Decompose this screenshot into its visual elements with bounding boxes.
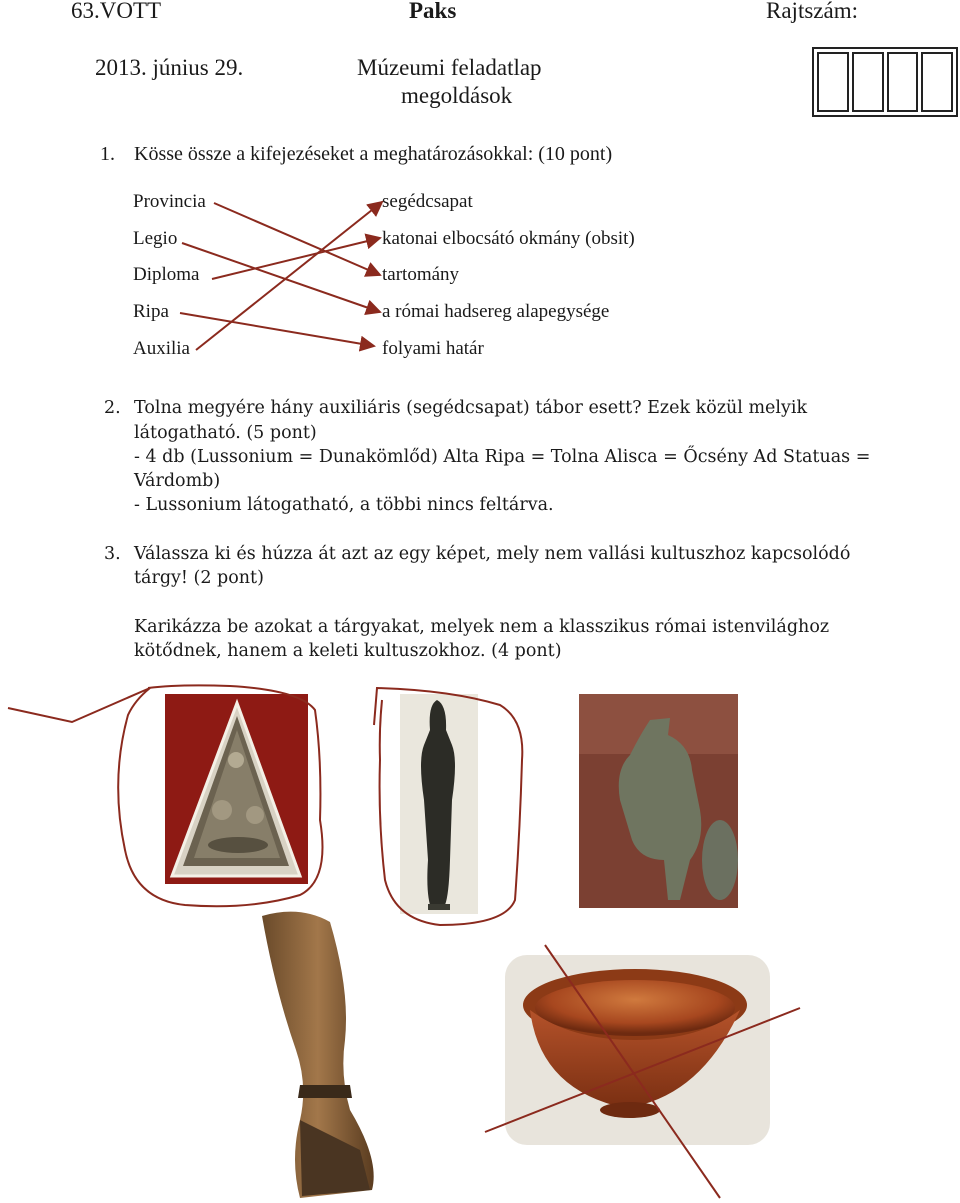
- term-ripa: Ripa: [133, 301, 169, 322]
- arrow-legio-alapegyseg: [182, 243, 380, 312]
- term-diploma: Diploma: [133, 264, 200, 285]
- page-title: Múzeumi feladatlap: [357, 55, 542, 80]
- task3-number: 3.: [104, 544, 121, 564]
- matching-arrows: [180, 202, 382, 350]
- term-legio: Legio: [133, 228, 178, 249]
- task3-sub-line2: kötődnek, hanem a keleti kultuszokhoz. (4 pont): [134, 641, 562, 661]
- task1-question: Kösse össze a kifejezéseket a meghatározásokkal: (10 pont): [134, 143, 613, 165]
- task2-answer-line2: Várdomb): [134, 471, 221, 491]
- start-number-label: Rajtszám:: [766, 0, 858, 23]
- task2-question-line2: látogatható. (5 pont): [134, 423, 317, 443]
- arrow-provincia-tartomany: [214, 203, 380, 275]
- bronze-statuette-image[interactable]: [579, 694, 738, 908]
- page-subtitle: megoldások: [401, 83, 513, 108]
- arrow-diploma-obsit: [212, 238, 380, 279]
- task3-sub-line1: Karikázza be azokat a tárgyakat, melyek nem a klasszikus római istenvilághoz: [134, 617, 830, 637]
- def-segedcsapat: segédcsapat: [382, 191, 473, 212]
- task2-answer-line1: - 4 db (Lussonium = Dunakömlőd) Alta Ripa = Tolna Alisca = Őcsény Ad Statuas =: [134, 447, 871, 467]
- def-legio: a római hadsereg alapegysége: [382, 301, 610, 322]
- task2-answer-line3: - Lussonium látogatható, a többi nincs feltárva.: [134, 495, 554, 515]
- def-diploma: katonai elbocsátó okmány (obsit): [382, 228, 635, 249]
- bronze-osiris-figurine-image[interactable]: [400, 694, 478, 914]
- term-auxilia: Auxilia: [133, 338, 190, 359]
- task1-number: 1.: [100, 143, 115, 165]
- terra-sigillata-bowl-image[interactable]: [505, 955, 770, 1145]
- contest-id: 63.VOTT: [71, 0, 162, 23]
- bronze-leg-image[interactable]: [262, 912, 374, 1198]
- arrow-ripa-folyami: [180, 313, 374, 346]
- task3-question-line2: tárgy! (2 pont): [134, 568, 264, 588]
- def-folyami-hatar: folyami határ: [382, 338, 484, 359]
- def-tartomany: tartomány: [382, 264, 460, 285]
- triangular-relief-image[interactable]: [165, 694, 308, 884]
- task3-question-line1: Válassza ki és húzza át azt az egy képet, mely nem vallási kultuszhoz kapcsolódó: [134, 544, 851, 564]
- task2-number: 2.: [104, 398, 121, 418]
- city-name: Paks: [409, 0, 457, 23]
- task2-question-line1: Tolna megyére hány auxiliáris (segédcsapat) tábor esett? Ezek közül melyik: [134, 398, 808, 418]
- term-provincia: Provincia: [133, 191, 206, 212]
- date: 2013. június 29.: [95, 55, 244, 80]
